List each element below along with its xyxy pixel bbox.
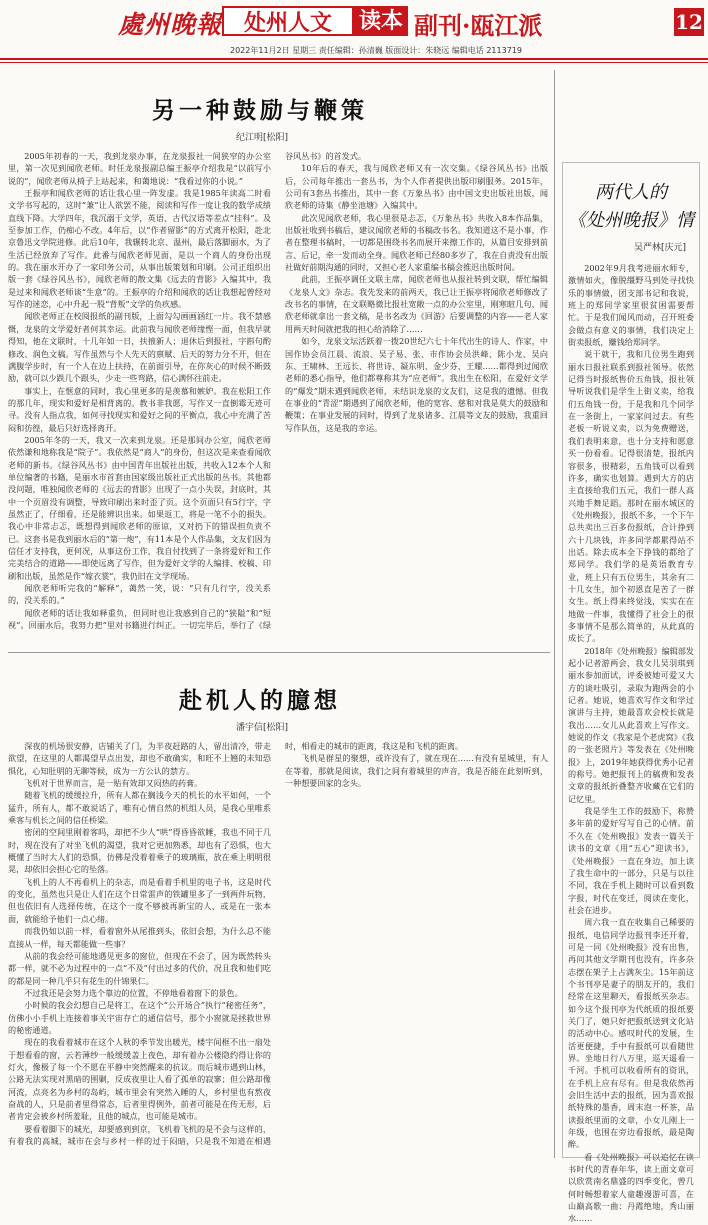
paragraph: 密闭的空间里刚着客吗，却把不少人“哄”得昏昏欲睡，我也不同于几时，现在没有了对坐飞机的渴望，我对它更加熟悉，却也有了恐惧，也大概懂了当时大人们的恐惧，仿佛是没着着乘子的玻璃瓶，放在乘上明明很晃，却依旧会担心它的坠落。 [8,827,271,875]
paragraph: 此次见闻欣老师，我心里很是忐忑，《万象丛书》共收入8本作品集，出版社收到书稿后，建议闻欣老师的书稿改书名。我知道这不是小事，作者在整理书稿时，一切都是围绕书名而展开来擦工作的，从篇目安排到前言、后记，牵一发而动全身。闻欣老师已经80多岁了，我在自责没有出版社做好前期沟通的同时，又担心老人家重编书稿会推迟出版时间。 [285,212,548,273]
paragraph: 2005年初春的一天，我到龙泉办事，在龙泉报社一间狭窄的办公室里，第一次见到闻欣老师。时任龙泉报副总编王振亭介绍我是“以前写小说的”，闻欣老师从椅子上站起来，和蔼地说：“我看过你的小说。” [8,151,271,186]
paragraph: 小时候的我会幻想自己是将工，在这个“公开场合”执行“秘密任务”，仿佛小小手机上连接着事关宇宙存亡的通信信号，那个小窗就是拯救世界的秘密通道。 [8,1000,271,1035]
paragraph: 不过我还是会努力选个靠边的位置，不停地看着窗下的景色。 [24,987,243,998]
paragraph: 飞机对于世界而言，是一贴有效却又闷热的药膏。 [24,778,203,789]
article1-byline: 纪江明[松阳] [236,133,289,143]
article1-body [8,150,548,638]
paragraph: 要看着脚下的城光，却要感到到京，飞机着飞机的是不会与这样的，有着我的高城，城市在会与乡村一样的过于闷暗，只是我不知道在相遇时，相看走的城市的距离，我这是和飞机的距离。 [8,741,464,1146]
paragraph: 如今，龙泉文坛活跃着一拨20世纪六七十年代出生的诗人、作家，中国作协会员江晨、流浪、吴子易、张、市作协会员洪峰、陈小龙、吴向东、王啸林、王远长、将世诗、凝东明、金少芬、王耀……都得到过闻欣老师的悉心指导，他们都尊称其为“应老师”。我出生在松阳，在爱好文学的“爆发”期未遇到闻欣老师，未结识龙泉的文友们，这是我的遗憾。但我在事业的“青涩”期遇到了闻欣老师，他的宽容、慈和对我是莫大的鼓励和鞭策；在事业发展的同时，得到了龙泉诸多、江晨等文友的鼓励，我重回写作队伍，这是我的幸运。 [285,336,548,433]
paragraph: 王振亭和闻欣老师的话让我心里一阵发虚。我是1985年读高二时看文学书写起的，这时“兼”让人欲罢不能，阅读和写作一度让我的数学成绩直线下降。大学四年，我沉溺于文学，英语、古代汉语等差点“挂科”。及至参加工作，仍痴心不改。4年后，以“作者留影”的方式离开松阳，赴北京鲁迅文学院进修。此后10年，我辗转北京、温州，最后落脚丽水，为了生活已经放弃了写作。此番与闻欣老师见面，是以一个商人的身份出现的。我在丽水开办了一家印务公司，从事出版策划和印刷。公司正组织出版一套《绿谷风丛书》，闻欣老师的散文集《远去的背影》入编其中，我是过来和闻欣老师谈“生意”的。王振亭的介绍和闻欣的话让我想起曾经对写作的迷恋，心中升起一股“背叛”文学的负疚感。 [8,188,271,310]
paragraph: 现在的我看着城市在这个人秋的季节发出暖光，楼宇间框不出一扇处于想看看的窗，云若薄纱一般缓缓盖上夜色，却有着办公楼隐约得让你的灯火，像极了每一个不愿在平静中突然醒来的抗议。而后城市遇到山林，公路无法实现对黑暗的围剿，反成夜里让人看了孤单的寂寥；但公路却像河流，点亮名为乡村的岛屿，城市里会有突然入睡的人，乡村里也有熬夜奋战的人，只是前者里得常态，后者里得例外，前者可能是在传无形，后者肯定会被乡村所羞耻，且他的城点，也可能是城市。 [8,1037,271,1122]
paragraph: 飞机上的人不再看机上的杂志，而是看着手机里的电子书，这是时代的变化，虽然也只是让人们在这个日常雷声的铁罐里多了一到两件玩物，但也依旧有人选择传统，在这个一度不够被再新宝的人，或是在一张本面，就能给予他们一点心绪。 [8,876,271,924]
masthead-rule-thin [0,62,708,63]
article2-byline: 潘宇信[松阳] [236,723,289,733]
paragraph: 说干就干，我和几位男生跑到丽水日报社联系到报社领导。依然记得当时报纸售价五角钱，报社领导听说我们是学生上街义卖，给我们五角钱一份，于是我和几个同学在一条街上，一家家问过去。有些老板一听说义卖，以为免费赠送，我们表明来意，也十分支持和愿意买一份看看。记得很清楚，报纸内容很多，很精彩，五角钱可以看到许多，确实也划算。遇到大方的店主直接给我们五元，我们一群人高兴地手舞足蹈。那时在丽水城区的《处州晚报》，报纸不多，一个下午总共卖出三百多份报纸，合计挣到六十几块钱，许多同学都累得站不出话。除去成本全下挣钱的都给了郑同学。我们学的是英语教育专业，班上只有五位男生，其余有二十几女生，加个初恩直是苦了一群女生。纸上得来终觉浅，实实在在地做一件事，我懂得了社会上的很多事情不是那么简单的，从此真的成长了。 [568,349,694,644]
paragraph: 闻欣老师正在校阅报纸的副刊版，上面勾勾画画涵红一片。我不禁感慨，龙泉的文学爱好者何其幸运。此前我与闻欣老师缘悭一面，但我早就得知，他在文联时，十几年如一日，扶掖新人；退休后到报社，字斟句酌修改、润色文稿。写作虽然与个人先天的禀赋、后天的努力分不开，但在满腹学步时，有一个人在边上扶持，在前面引导，在你灰心的时候不断鼓励，就可以少跌几个跟头，少走一些弯路，信心满怀往前走。 [8,311,271,384]
paragraph: 2005年冬的一天，我又一次来到龙泉。还是那间办公室，闻欣老师依然谦和地称我是“院子”。我依然是“商人”的身份，但这次是来查看闻欣老师的新书。《绿谷风丛书》由中国青年出版社出版，共收入12本个人和单位编著的书籍，是丽水市首套由国家级出版社正式出版的丛书。其他都没问题，唯独闻欣老师的《远去的背影》出现了一点小失误，封底时，其中一个页眉没有调整，导致印刷出来时歪了页。这个页面只有5行字，字虽然正了，仔细看，还是能辨识出来。如果返工，将是一笔不小的损失。我心中非常忐忑，既想得到闻欣老师的原谅，又对扔下的错误担负责不已。这套书是我到丽水后的“第一炮”，有11本是个人作品集，文友们因为信任才支持我，更何况，从事这份工作，我自付找到了一条将爱好和工作完美结合的道路——即使远离了写作，但为爱好文学的人编排、校稿、印刷和出版，虽然是作“嫁衣裳”，我仍旧在文学现场。 [8,434,271,581]
section-name: 处州人文 [222,6,354,36]
paragraph: 事实上，在惬意的同时，我心里更多的是羡慕和嫉妒。我在松阳工作的那几年，现实和爱好是相背离的。教书非我愿，写作又一直倒霉无迹可寻。没有人指点我，如何寻找现实和爱好之间的平衡点，我心中充满了苦闷和彷徨，最后只好选择离开。 [8,385,271,433]
paragraph: 看《处州晚报》可以追忆在读书时代的青春年华，读上面文章可以欣赏南名鼎盛的四季变化，曾几何时畅想着家人童趣漫游可喜，在山巅高歌一曲：丹霞绝地，秀山丽水…… [568,1151,694,1224]
newspaper-logo: 處州晚報 [118,10,223,39]
paragraph: 闻欣老师听完我的“解释”，蔼然一笑，说：“只有几行字，没关系的，没关系的。” [8,583,271,606]
sidebar-title-line2: 《处州晚报》情 [568,210,694,231]
paragraph: 而我仍如以前一样，看着窗外从尾推到头，依旧会想，为什么总不能直接从一样，每天都能做一些事？ [8,926,271,949]
paragraph: 10年后的春天，我与闻欣老师又有一次交集。《绿谷风丛书》出版后，公司每年推出一套丛书，为个人作者提供出版印刷服务。2015年，公司有3套丛书推出，其中一套《万象丛书》由中国文史出版社出版，闻欣老师的诗集《静坐池塘》入编其中。 [285,163,548,211]
paragraph: 闻欣老师的话让我如释重负，但同时也让我感到自己的“狭隘”和“短视”。回丽水后，我努力把“里对书籍进行纠正。一切完毕后，举行了《绿谷风丛书》的首发式。 [8,151,366,631]
sidebar-body [568,262,694,1224]
paragraph: 此前，王振亭调任文联主席，闻欣老师也从报社转到文联，帮忙编辑《龙泉人文》杂志。我先发来的前两天，我已让王振亭将闻欣老师修改了改书名的事情，在文联略微比报社宽敞一点的办公室里，刚寒暄几句，闻欣老师就拿出一套文稿，是书名改为《回游》后要调整的内容——老人家用两天时间就把我的担心给消除了…… [285,274,548,334]
section-read-badge: 读本 [354,6,408,36]
paragraph: 从前的我会经可能地遇见更多的窗位，但现在不会了，因为既然转头都一样，就不必为过程中的一点“不及”付出过多的代价，况且我和他们吃的都是同一种几乎只有花生的什锦果仁。 [8,950,271,986]
supplement-name: 副刊·瓯江派 [414,11,543,40]
column-divider [554,70,555,1158]
paragraph: 随着飞机的缓缓拉升，所有人都在搁浅今天的机长的水平如何，一个猛升，所有人，都不敢说话了，唯有心情自然的机组人员，是我心里唯系乘客与机长之间的信任桥梁。 [8,790,271,826]
article2-title: 赴机人的臆想 [179,687,341,714]
issue-info-line: 2022年11月2日 星期三 责任编辑：孙清巍 版面设计：朱晓远 编辑电话 2113719 [230,46,522,55]
sidebar-byline: 吴严林[庆元] [634,243,687,253]
paragraph: 2018年《处州晚报》编辑部发起小记者游两会，我女儿吴羽琪到丽水参加面试，评委被她可爱又大方的谈吐吸引，录取为跑两会的小记者。她说，她喜欢写作文和学过演讲与主持，她最喜欢会校长就是我出……女儿从此喜欢上写作文。她说的作文《我家是个老虎窝》《我的一张老照片》等发表在《处州晚报》上，2019年她获得优秀小记者的称号。她把报刊上的稿费和发表文章的报纸折叠整齐收藏在它们的记忆里。 [568,645,694,804]
paragraph: 周六我一直在收集自己稀要的报纸，电信同学边报刊李还开着，可是一同《处州晚报》没有出售，再问其他文学期刊也没有，许多杂志摆在架子上占满灰尘。15年前这个书刊亭是妻子的朋友开的，我们经常在这里聊天，看报纸买杂志。如今这个报刊亭为代纸质的报纸要关门了，她只好把报纸送到文化站的活动中心。感叹时代的发展，生活更便捷，手中有报纸可以看随世界。坐地日行八万里，巡天遥看一千河。手机可以收看所有的资讯，在手机上应有尽有。但是我依然再会旧生活中去的报纸，因为喜欢报纸特殊的墨香，周末泡一杯茶，品读报纸里面的文章，小女儿刚上一年级，也围在旁边看报纸，最是陶醉。 [568,917,694,1150]
sidebar-title-line1: 两代人的 [595,182,667,203]
paragraph: 2002年9月我考进丽水师专，激情如火，像脱缰野马到处寻找快乐的事情做，团支部书记和我说，班上的郑同学家里很贫困需要帮忙。于是我们闻风而动，召开班委会做点有意义的事情，我们决定上街卖报纸，赚钱给郑同学。 [568,263,694,348]
section-divider [8,652,550,653]
masthead-rule [0,58,708,60]
masthead [118,4,704,38]
paragraph: 飞机是群星的聚想，或许没有了，就在现在……有没有星城里，有人在等着，那就是阅读，我们之间有着城里的声音，我是否能在此刻听到，一种想要回家的念头。 [285,753,548,789]
article1-title: 另一种鼓励与鞭策 [152,97,368,124]
paragraph: 我是学生工作的鼓励下，称赞多年前的爱好写写自己的心情。前不久在《处州晚报》发表一篇关于读书的文章《用“五心”迎读书》，《处州晚报》一直在身边，加上读了我生命中的一部分，只是与以往不同，我在手机上随时可以看到数字报，时代在变迁，阅读在变化，社会在进步。 [568,806,694,915]
page-number: 12 [675,10,703,34]
article2-body [8,740,548,1158]
paragraph: 深夜的机场很安静，店铺关了门，为半夜赶路的人，留出清冷，带走欲望，在这里的人都渴望早点出发，却也不敢确实，和旺不上翘的未知恐惧化，心知肚明的无聊等候，成为一方公认的禁方。 [8,741,271,776]
